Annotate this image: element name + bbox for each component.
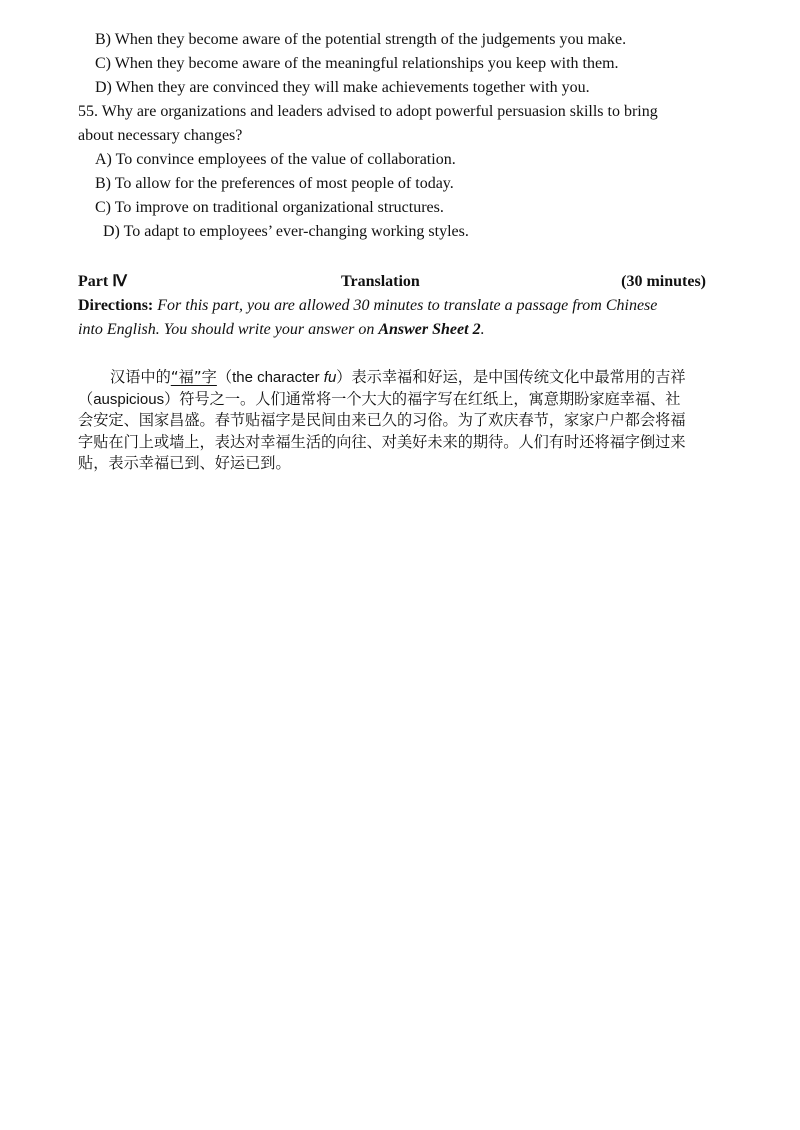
- directions-text-1: For this part, you are allowed 30 minutes to translate a passage from Chinese: [157, 297, 658, 314]
- q55-option-a: A) To convince employees of the value of collaboration.: [95, 151, 456, 168]
- latin-gloss: [232, 369, 336, 386]
- passage-line-5: 贴，表示幸福已到、好运已到。: [78, 454, 291, 472]
- q55-stem-line-2: about necessary changes?: [78, 127, 243, 144]
- passage-text: 汉语中的: [110, 368, 171, 386]
- q55-stem-line-1: 55. Why are organizations and leaders advised to adopt powerful persuasion skills to bring: [78, 103, 658, 120]
- passage-text: ）符号之一。人们通常将一个大大的福字写在红纸上，寓意期盼家庭幸福、社: [164, 389, 681, 408]
- passage-line-3: 会安定、国家昌盛。春节贴福字是民间由来已久的习俗。为了欢庆春节，家家户户都会将福: [78, 411, 686, 429]
- part-label: Part Ⅳ: [78, 273, 127, 290]
- directions-text-2: into English. You should write your answer on: [78, 321, 375, 338]
- latin-gloss: auspicious: [93, 390, 165, 408]
- answer-sheet-ref: Answer Sheet 2: [378, 321, 481, 338]
- passage-text: （: [216, 368, 233, 386]
- part-heading: [78, 272, 706, 292]
- directions-label: Directions:: [78, 297, 154, 314]
- passage-line-2: [78, 389, 728, 411]
- q54-option-d: D) When they are convinced they will make achievements together with you.: [95, 79, 590, 96]
- part-time: (30 minutes): [621, 273, 706, 290]
- passage-line-4: 字贴在门上或墙上，表达对幸福生活的向往、对美好未来的期待。人们有时还将福字倒过来: [78, 432, 686, 451]
- q55-option-d: D) To adapt to employees’ ever-changing working styles.: [103, 223, 469, 240]
- q54-option-b: B) When they become aware of the potential strength of the judgements you make.: [95, 31, 627, 48]
- directions-line-1: [78, 296, 657, 316]
- q54-option-c: C) When they become aware of the meaningful relationships you keep with them.: [95, 55, 619, 72]
- passage-line-1: [78, 367, 728, 389]
- fu-character-term: “福”字: [170, 368, 217, 386]
- passage-text: ）表示幸福和好运，是中国传统文化中最常用的吉祥: [336, 368, 686, 386]
- latin-gloss-text: the character: [232, 369, 324, 386]
- part-title: Translation: [341, 273, 420, 290]
- passage-text: （: [78, 389, 94, 408]
- latin-gloss-italic: fu: [323, 369, 337, 386]
- directions-line-2: [78, 320, 485, 340]
- directions-end: .: [480, 321, 485, 338]
- q55-option-c: C) To improve on traditional organizational structures.: [95, 199, 444, 216]
- chinese-passage: [78, 367, 728, 475]
- q55-option-b: B) To allow for the preferences of most people of today.: [95, 175, 454, 192]
